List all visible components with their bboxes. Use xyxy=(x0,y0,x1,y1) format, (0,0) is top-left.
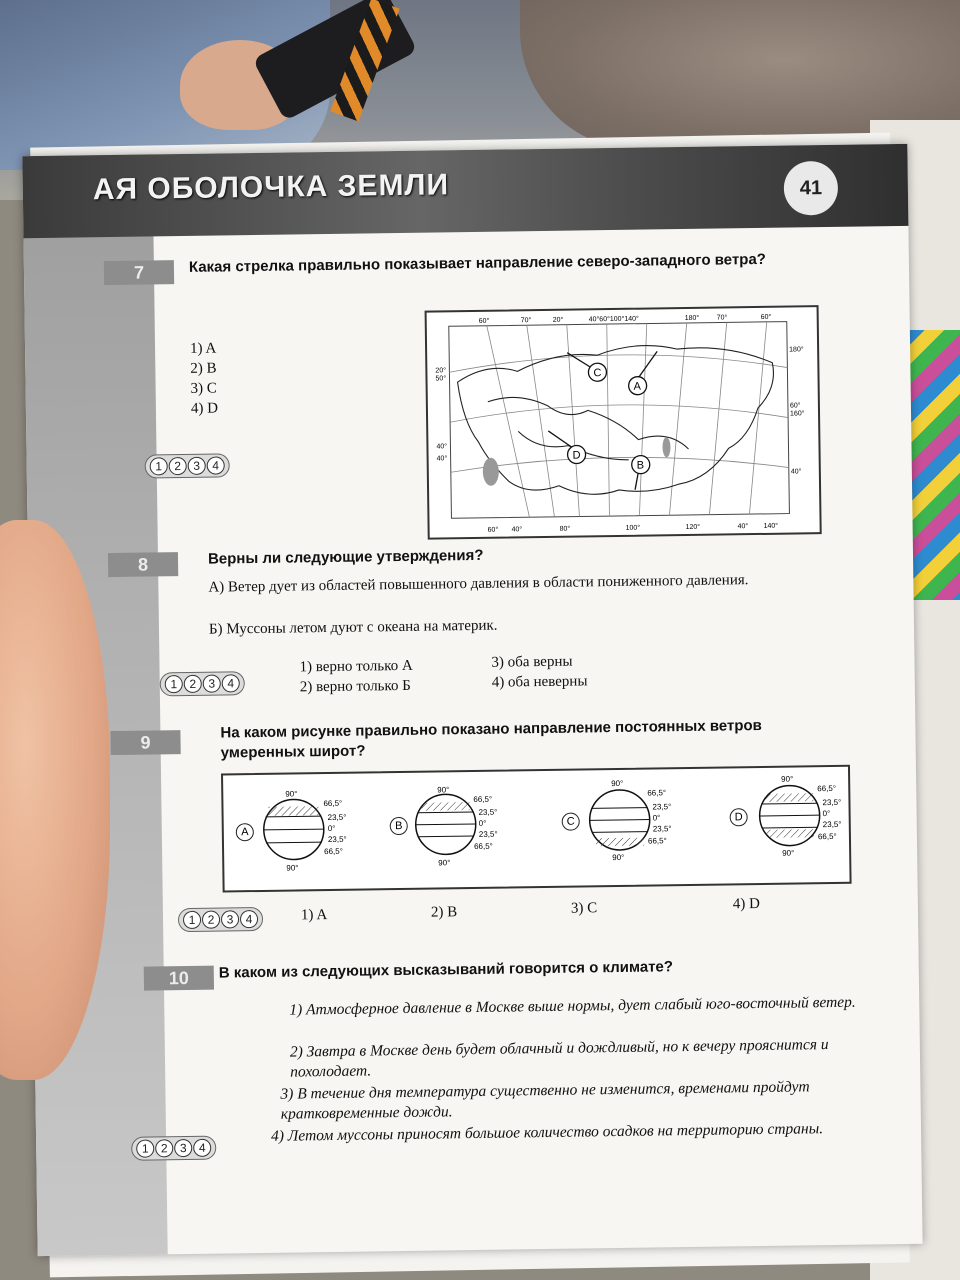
map-top-label: 60° xyxy=(760,313,772,321)
lat-label: 0° xyxy=(478,818,487,828)
question-8-text: Верны ли следующие утверждения? xyxy=(207,546,484,568)
map-graticule xyxy=(449,322,790,519)
globe-d xyxy=(759,774,842,858)
lat-label: 23,5° xyxy=(652,802,672,812)
lat-label: 66,5° xyxy=(647,836,667,846)
lat-label: 66,5° xyxy=(324,846,343,857)
lat-label: 90° xyxy=(782,848,795,858)
q9-option-1[interactable]: 1) A xyxy=(300,907,328,924)
map-drawing xyxy=(427,307,820,537)
lat-label: 23,5° xyxy=(478,807,498,817)
answer-circle-4[interactable]: 4 xyxy=(207,456,225,474)
answer-circle-4[interactable]: 4 xyxy=(240,910,258,928)
question-number-8: 8 xyxy=(108,552,178,577)
map-coastlines xyxy=(457,344,775,496)
map-top-label: 40°60°100°140° xyxy=(588,315,639,324)
map-bottom-label: 140° xyxy=(763,522,779,530)
lat-label: 90° xyxy=(286,863,299,873)
answer-circle-1[interactable]: 1 xyxy=(136,1139,154,1157)
globe-label-c: C xyxy=(562,813,580,831)
answer-circle-3[interactable]: 3 xyxy=(174,1139,192,1157)
map-right-label: 160° xyxy=(789,410,805,418)
lat-label: 23,5° xyxy=(478,829,498,839)
question-number-7: 7 xyxy=(104,260,174,285)
lat-label: 23,5° xyxy=(327,812,347,823)
q9-option-4[interactable]: 4) D xyxy=(732,896,761,913)
map-right-label: 60° xyxy=(789,402,801,410)
lat-label: 23,5° xyxy=(652,824,672,834)
lat-label: 23,5° xyxy=(822,797,842,808)
q10-option-3[interactable]: 3) В течение дня температура существенно не изменится, временами пройдут кратковременные дожди. xyxy=(280,1078,810,1123)
baikal-lake xyxy=(662,437,670,457)
map-top-label: 20° xyxy=(552,316,564,324)
map-top-label: 70° xyxy=(716,314,728,322)
q8-options-right xyxy=(491,651,587,692)
globe-a xyxy=(263,789,347,873)
map-marker-d-label: D xyxy=(572,449,581,462)
lat-label: 23,5° xyxy=(327,834,347,845)
question-10-text: В каком из следующих высказываний говорится о климате? xyxy=(218,958,674,982)
q7-answer-circles xyxy=(145,453,230,478)
globe-label-b: B xyxy=(390,817,408,835)
map-right-label: 40° xyxy=(790,468,802,476)
globe-label-a: A xyxy=(236,823,254,841)
lat-label: 90° xyxy=(437,785,450,795)
map-marker-b-label: B xyxy=(636,459,645,472)
lat-label: 23,5° xyxy=(822,819,842,830)
q9-option-3[interactable]: 3) C xyxy=(570,900,598,917)
lat-label: 90° xyxy=(781,774,794,784)
caspian-sea xyxy=(483,458,499,486)
q9-answer-circles xyxy=(178,907,263,932)
lat-label: 66,5° xyxy=(817,831,837,842)
question-number-9: 9 xyxy=(110,730,180,755)
q8-options-left xyxy=(299,656,413,698)
map-bottom-label: 60° xyxy=(487,526,499,534)
q7-option-4[interactable]: 4) D xyxy=(190,400,219,417)
q10-option-4[interactable]: 4) Летом муссоны приносят большое количество осадков на территорию страны. xyxy=(270,1120,824,1145)
q8-option-2[interactable]: 2) верно только Б xyxy=(299,677,411,696)
q10-option-2[interactable]: 2) Завтра в Москве день будет облачный и дождливый, но к вечеру прояснится и похолодает. xyxy=(289,1036,829,1081)
globe-b xyxy=(415,785,498,868)
answer-circle-4[interactable]: 4 xyxy=(193,1139,211,1157)
answer-circle-2[interactable]: 2 xyxy=(202,911,220,929)
lat-label: 66,5° xyxy=(323,798,343,809)
page-number: 41 xyxy=(784,161,839,216)
lat-label: 90° xyxy=(285,789,298,799)
lat-label: 0° xyxy=(652,813,661,823)
map-left-label: 40° xyxy=(436,443,448,451)
map-marker-a-label: A xyxy=(633,380,642,393)
lat-label: 90° xyxy=(438,858,451,868)
globe-c xyxy=(589,778,672,862)
answer-circle-3[interactable]: 3 xyxy=(203,675,221,693)
wind-map xyxy=(425,305,822,539)
answer-circle-1[interactable]: 1 xyxy=(165,675,183,693)
lat-label: 66,5° xyxy=(473,841,493,851)
page-header xyxy=(22,144,908,238)
globes-drawing xyxy=(223,767,850,891)
question-7-options xyxy=(190,339,218,419)
q10-option-1[interactable]: 1) Атмосферное давление в Москве выше нормы, дует слабый юго-восточный ветер. xyxy=(289,993,856,1019)
q8-option-1[interactable]: 1) верно только А xyxy=(299,657,413,676)
lat-label: 66,5° xyxy=(473,794,493,804)
map-top-label: 180° xyxy=(684,314,700,322)
q8-statement-a: А) Ветер дует из областей повышенного давления в области пониженного давления. xyxy=(208,572,749,596)
chapter-title: АЯ ОБОЛОЧКА ЗЕМЛИ xyxy=(92,168,450,207)
map-bottom-label: 80° xyxy=(559,525,571,533)
question-9-text: На каком рисунке правильно показано направление постоянных ветров умеренных широт? xyxy=(220,716,762,762)
q7-option-1[interactable]: 1) A xyxy=(189,340,217,357)
answer-circle-1[interactable]: 1 xyxy=(183,911,201,929)
lat-label: 90° xyxy=(611,778,624,789)
question-7-text: Какая стрелка правильно показывает направление северо-западного ветра? xyxy=(188,250,767,276)
answer-circle-2[interactable]: 2 xyxy=(169,457,187,475)
q7-option-2[interactable]: 2) B xyxy=(190,360,217,377)
question-number-10: 10 xyxy=(144,966,214,991)
workbook-page xyxy=(22,144,922,1256)
map-bottom-label: 100° xyxy=(625,524,641,532)
map-top-label: 70° xyxy=(520,317,532,325)
q10-answer-circles xyxy=(131,1136,216,1161)
q7-option-3[interactable]: 3) C xyxy=(190,380,217,397)
answer-circle-1[interactable]: 1 xyxy=(150,457,168,475)
q8-option-4[interactable]: 4) оба неверны xyxy=(491,673,588,691)
map-bottom-label: 40° xyxy=(511,526,523,534)
answer-circle-3[interactable]: 3 xyxy=(188,457,206,475)
lat-label: 0° xyxy=(822,809,831,819)
map-left-label: 50° xyxy=(435,375,447,383)
lat-label: 90° xyxy=(612,852,625,863)
map-left-label: 40° xyxy=(436,455,448,463)
q9-option-2[interactable]: 2) B xyxy=(430,904,458,921)
map-bottom-label: 40° xyxy=(737,523,749,531)
answer-circle-2[interactable]: 2 xyxy=(155,1139,173,1157)
map-left-label: 20° xyxy=(435,367,447,375)
answer-circle-2[interactable]: 2 xyxy=(184,675,202,693)
answer-circle-4[interactable]: 4 xyxy=(222,674,240,692)
answer-circle-3[interactable]: 3 xyxy=(221,910,239,928)
lat-label: 66,5° xyxy=(647,788,667,798)
lat-label: 0° xyxy=(327,823,336,834)
map-marker-c-label: C xyxy=(593,367,602,380)
map-bottom-label: 120° xyxy=(685,523,701,532)
q8-statement-b: Б) Муссоны летом дуют с океана на материк. xyxy=(208,617,498,638)
q8-answer-circles xyxy=(160,671,245,696)
lat-label: 66,5° xyxy=(817,783,837,794)
map-top-label: 60° xyxy=(478,317,490,325)
q8-option-3[interactable]: 3) оба верны xyxy=(491,653,573,671)
globe-figures xyxy=(221,765,852,893)
map-right-label: 180° xyxy=(789,346,804,354)
globe-label-d: D xyxy=(730,808,748,826)
